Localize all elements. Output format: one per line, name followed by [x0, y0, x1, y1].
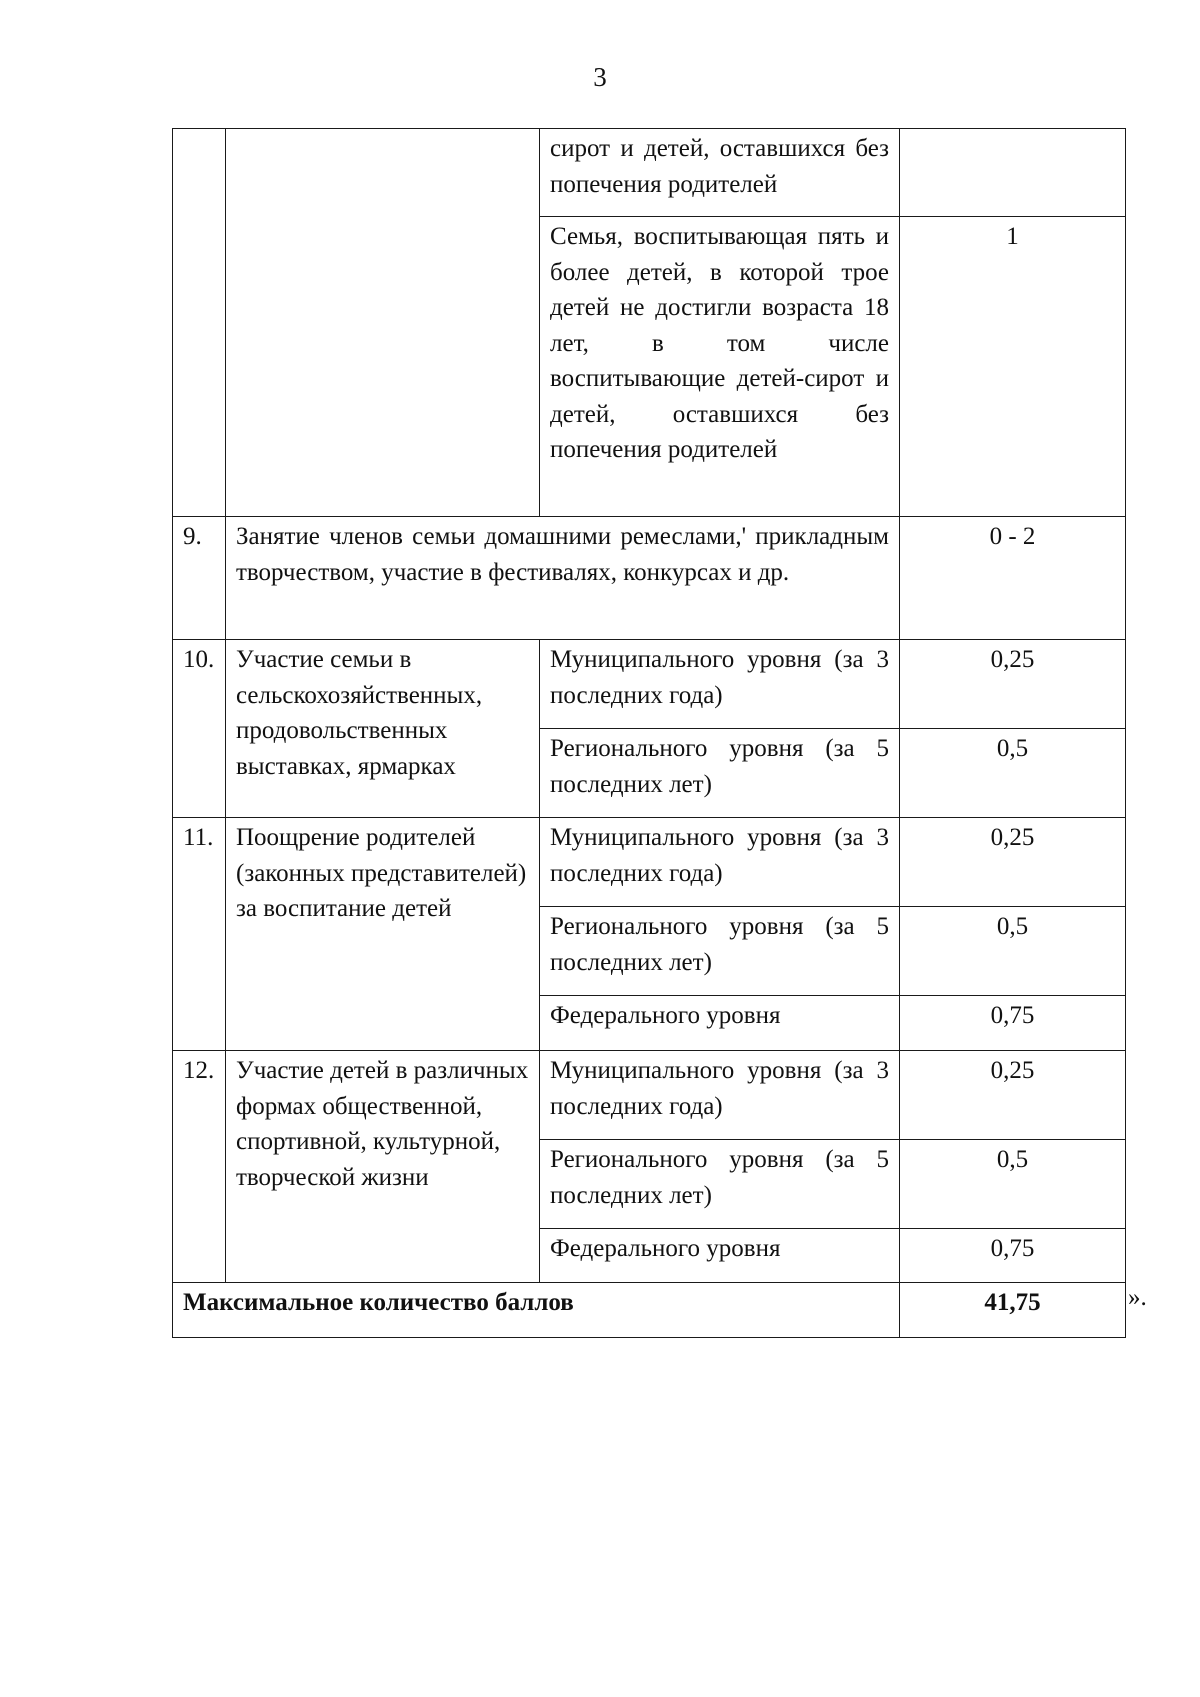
level-cell: Федерального уровня	[540, 996, 900, 1051]
score-cell	[900, 129, 1126, 217]
level-cell: Регионального уровня (за 5 последних лет)	[540, 1140, 900, 1229]
score-cell: 0,5	[900, 729, 1126, 818]
score-cell: 1	[900, 217, 1126, 517]
level-cell: Муниципального уровня (за 3 последних года)	[540, 640, 900, 729]
criterion-cell: Занятие членов семьи домашними ремеслами,' прикладным творчеством, участие в фестивалях, конкурсах и др.	[226, 517, 900, 640]
table-row	[173, 1051, 1126, 1140]
page-number: 3	[593, 62, 607, 92]
score-cell: 0,75	[900, 1229, 1126, 1283]
row-number-cell: 9.	[173, 517, 226, 640]
table-row	[173, 640, 1126, 729]
score-cell: 0 - 2	[900, 517, 1126, 640]
sub-criterion-cell: сирот и детей, оставшихся без попечения родителей	[540, 129, 900, 217]
total-score: 41,75	[900, 1283, 1126, 1338]
score-cell: 0,25	[900, 640, 1126, 729]
table-row	[173, 818, 1126, 907]
score-cell: 0,75	[900, 996, 1126, 1051]
criterion-cell	[226, 129, 540, 517]
total-label: Максимальное количество баллов	[173, 1283, 900, 1338]
table-row	[173, 517, 1126, 640]
criteria-table	[172, 128, 1126, 1338]
level-cell: Регионального уровня (за 5 последних лет)	[540, 907, 900, 996]
total-row	[173, 1283, 1126, 1338]
table-row	[173, 129, 1126, 217]
level-cell: Регионального уровня (за 5 последних лет)	[540, 729, 900, 818]
sub-criterion-cell: Семья, воспитывающая пять и более детей, в которой трое детей не достигли возраста 18 лет, в том числе воспитывающие детей-сирот и детей, оставшихся без попечения родителей	[540, 217, 900, 517]
score-cell: 0,25	[900, 818, 1126, 907]
row-number-cell	[173, 129, 226, 517]
criterion-cell: Участие семьи в сельскохозяйственных, продовольственных выставках, ярмарках	[226, 640, 540, 818]
row-number-cell: 10.	[173, 640, 226, 818]
row-number-cell: 12.	[173, 1051, 226, 1283]
level-cell: Федерального уровня	[540, 1229, 900, 1283]
level-cell: Муниципального уровня (за 3 последних года)	[540, 1051, 900, 1140]
closing-quote-mark: ».	[1128, 1284, 1147, 1311]
score-cell: 0,5	[900, 907, 1126, 996]
level-cell: Муниципального уровня (за 3 последних года)	[540, 818, 900, 907]
score-cell: 0,25	[900, 1051, 1126, 1140]
criterion-cell: Поощрение родителей (законных представителей) за воспитание детей	[226, 818, 540, 1051]
score-cell: 0,5	[900, 1140, 1126, 1229]
row-number-cell: 11.	[173, 818, 226, 1051]
criterion-cell: Участие детей в различных формах общественной, спортивной, культурной, творческой жизни	[226, 1051, 540, 1283]
